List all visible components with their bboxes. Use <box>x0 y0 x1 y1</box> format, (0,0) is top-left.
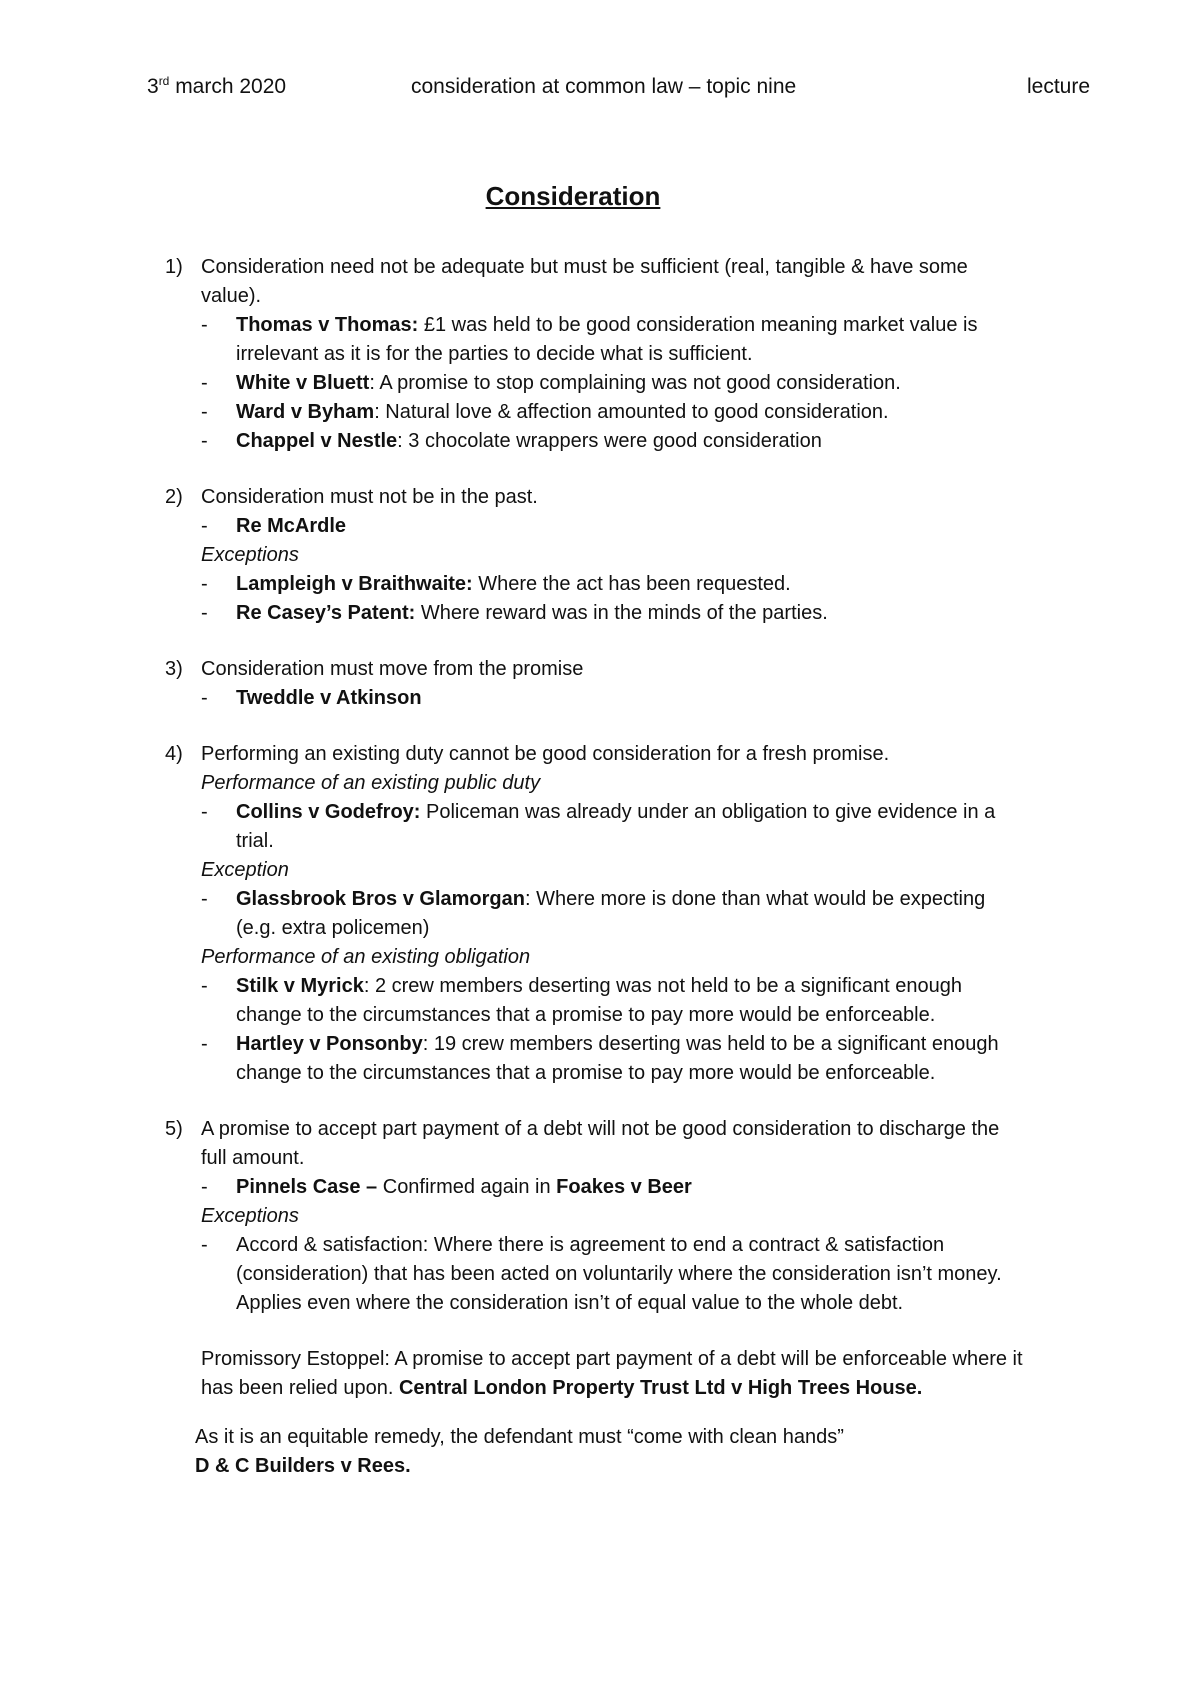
bullet-dash: - <box>201 401 208 423</box>
bullet-dash: - <box>201 975 208 997</box>
bullet-text: : 19 crew members deserting was held to be a significant enough change to the circumstances that a promise to pay more would be enforceable. <box>236 1033 999 1084</box>
case-name: Pinnels Case – <box>236 1176 378 1198</box>
item-number: 1) <box>165 256 183 278</box>
bullet-dash: - <box>201 372 208 394</box>
bullet-item <box>201 1231 1021 1318</box>
bullet-item <box>201 885 1021 943</box>
bullet-dash: - <box>201 1033 208 1055</box>
page-header <box>0 72 1200 102</box>
bullet-dash: - <box>201 1176 208 1198</box>
bullet-text: : 2 crew members deserting was not held to be a significant enough change to the circumstances that a promise to pay more would be enforceable. <box>236 975 962 1026</box>
bullet-item <box>201 1030 1021 1088</box>
case-name: White v Bluett <box>236 372 370 394</box>
subheading: Performance of an existing obligation <box>201 946 531 968</box>
item-text: Consideration must not be in the past. <box>201 486 538 508</box>
bullet-text: Policeman was already under an obligation to give evidence in a trial. <box>236 801 996 852</box>
bullet-item <box>201 684 1021 713</box>
note-text: As it is an equitable remedy, the defendant must “come with clean hands” <box>195 1426 844 1448</box>
bullet-item <box>201 599 1021 628</box>
case-name: Thomas v Thomas: <box>236 314 419 336</box>
bullet-text: : Natural love & affection amounted to good consideration. <box>374 401 889 423</box>
bullet-dash: - <box>201 1234 208 1256</box>
header-topic: consideration at common law – topic nine <box>411 75 797 98</box>
case-name: Stilk v Myrick <box>236 975 364 997</box>
list-item <box>165 483 1021 628</box>
document-body <box>0 253 1200 1501</box>
note-paragraph <box>201 1345 1031 1403</box>
list-item <box>165 1115 1021 1318</box>
case-name: Re McArdle <box>236 515 347 537</box>
case-name: Chappel v Nestle <box>236 430 398 452</box>
bullet-dash: - <box>201 314 208 336</box>
case-name: Glassbrook Bros v Glamorgan <box>236 888 525 910</box>
bullet-item <box>201 512 1021 541</box>
bullet-dash: - <box>201 573 208 595</box>
bullet-text: : A promise to stop complaining was not good consideration. <box>369 372 901 394</box>
case-name: Hartley v Ponsonby <box>236 1033 423 1055</box>
bullet-item <box>201 798 1021 856</box>
subheading: Exception <box>201 859 289 881</box>
bullet-dash: - <box>201 602 208 624</box>
bullet-item <box>201 1173 1021 1202</box>
bullet-text: Where the act has been requested. <box>472 573 791 595</box>
item-number: 2) <box>165 486 183 508</box>
header-date: 3rd march 2020 <box>147 74 287 98</box>
item-text: Consideration must move from the promise <box>201 658 584 680</box>
item-number: 3) <box>165 658 183 680</box>
bullet-text: Accord & satisfaction: Where there is agreement to end a contract & satisfaction (consideration) that has been acted on voluntarily where the consideration isn’t money. Applies even where the consideration isn’t of equal value to the whole debt. <box>236 1234 1002 1314</box>
case-name: Re Casey’s Patent: <box>236 602 416 624</box>
bullet-text: : 3 chocolate wrappers were good consideration <box>397 430 822 452</box>
list-item <box>165 655 1021 713</box>
list-item <box>165 253 1021 456</box>
list-item <box>165 740 1021 1088</box>
case-name: Tweddle v Atkinson <box>236 687 422 709</box>
case-name: Ward v Byham <box>236 401 375 423</box>
case-name: Foakes v Beer <box>556 1176 692 1198</box>
bullet-text: : Where more is done than what would be expecting (e.g. extra policemen) <box>236 888 986 939</box>
item-text: A promise to accept part payment of a debt will not be good consideration to discharge the full amount. <box>201 1118 1000 1169</box>
bullet-dash: - <box>201 515 208 537</box>
subheading: Exceptions <box>201 544 299 566</box>
bullet-text: £1 was held to be good consideration meaning market value is irrelevant as it is for the parties to decide what is sufficient. <box>236 314 978 365</box>
bullet-item <box>201 398 1021 427</box>
case-name: Collins v Godefroy: <box>236 801 421 823</box>
bullet-text: Confirmed again in <box>377 1176 557 1198</box>
bullet-dash: - <box>201 430 208 452</box>
item-text: Performing an existing duty cannot be good consideration for a fresh promise. <box>201 743 890 765</box>
item-text: Consideration need not be adequate but must be sufficient (real, tangible & have some value). <box>201 256 968 307</box>
note-text: Promissory Estoppel: A promise to accept part payment of a debt will be enforceable where it has been relied upon. <box>201 1348 1023 1399</box>
bullet-item <box>201 311 1021 369</box>
bullet-text: Where reward was in the minds of the parties. <box>415 602 828 624</box>
header-type: lecture <box>1026 75 1090 98</box>
case-name: D & C Builders v Rees. <box>195 1455 411 1477</box>
note-paragraph <box>195 1423 855 1481</box>
case-name: Central London Property Trust Ltd v High Trees House. <box>398 1377 923 1399</box>
item-number: 4) <box>165 743 183 765</box>
subheading: Exceptions <box>201 1205 299 1227</box>
bullet-dash: - <box>201 687 208 709</box>
bullet-item <box>201 369 1021 398</box>
item-number: 5) <box>165 1118 183 1140</box>
page-title: Consideration <box>485 181 661 211</box>
bullet-item <box>201 427 1021 456</box>
bullet-dash: - <box>201 801 208 823</box>
subheading: Performance of an existing public duty <box>201 772 541 794</box>
bullet-dash: - <box>201 888 208 910</box>
bullet-item <box>201 972 1021 1030</box>
bullet-item <box>201 570 1021 599</box>
case-name: Lampleigh v Braithwaite: <box>236 573 473 595</box>
